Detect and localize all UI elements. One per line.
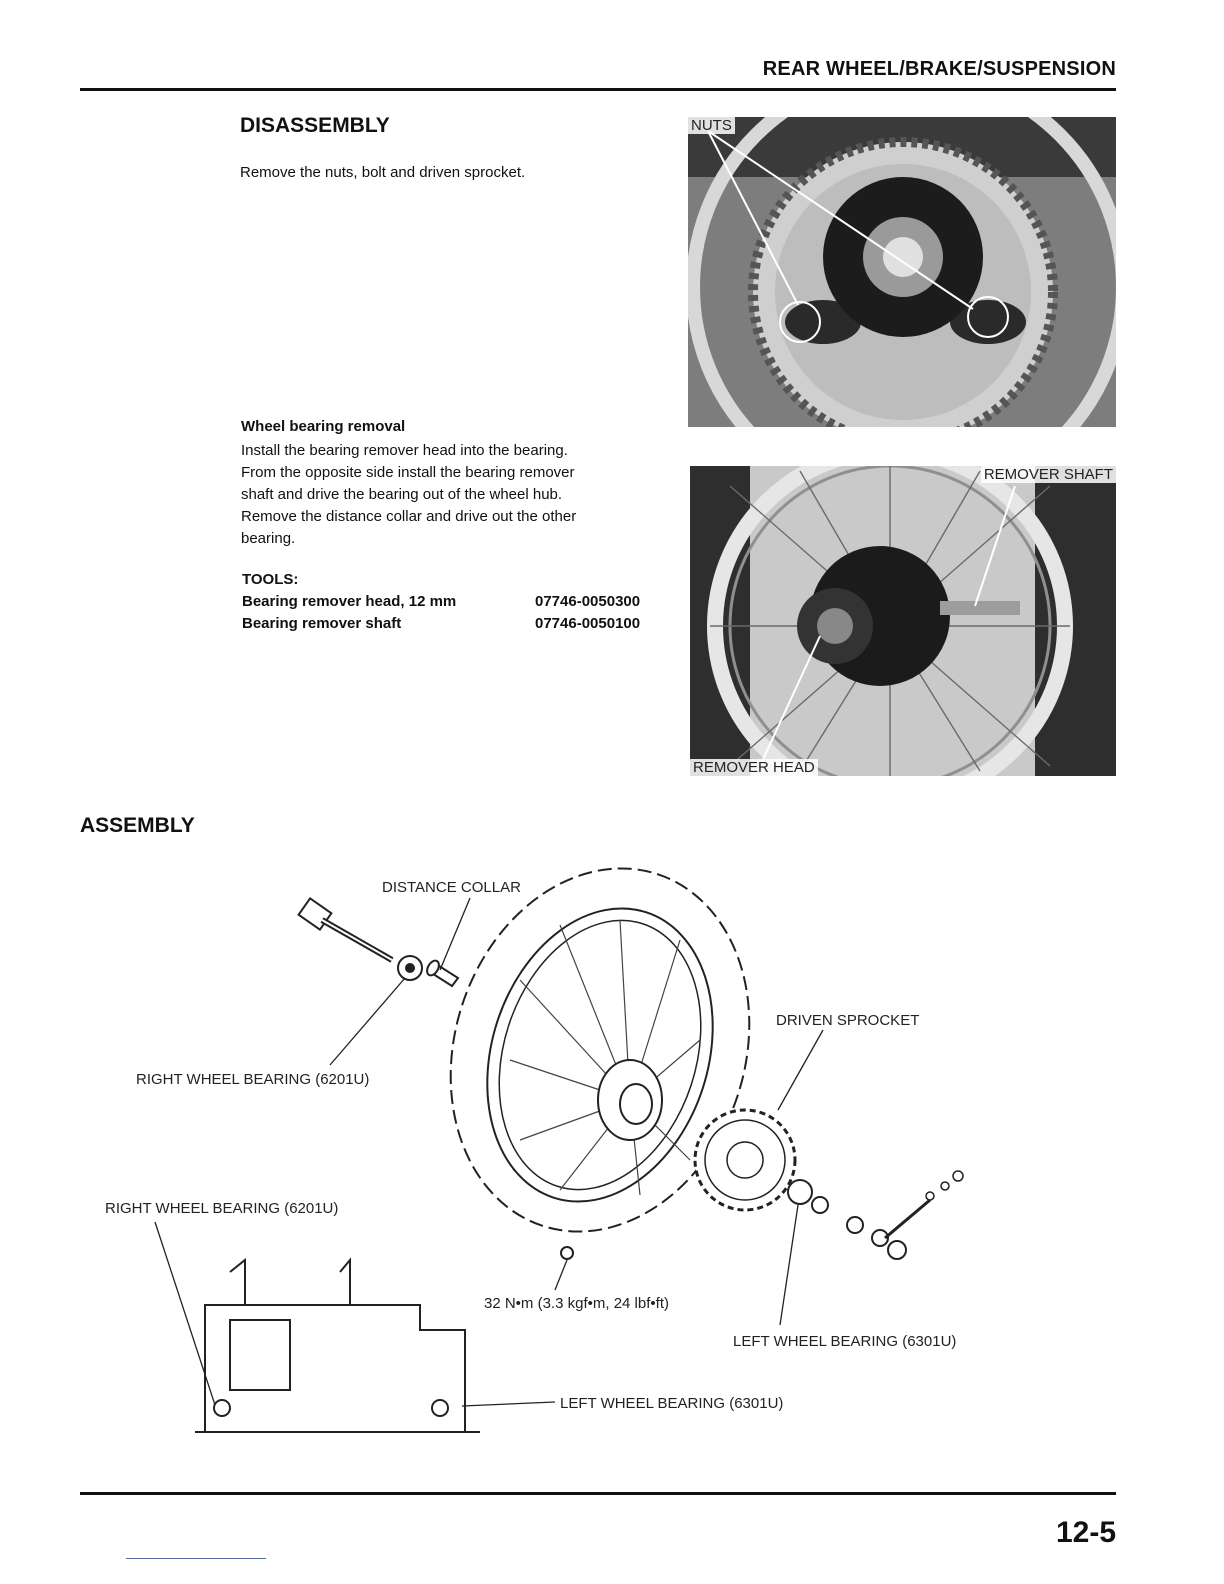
- header-rule: [80, 88, 1116, 91]
- right-wheel-bearing-section-callout: RIGHT WHEEL BEARING (6201U): [105, 1200, 339, 1217]
- bearing-removal-text: [241, 440, 681, 550]
- driven-sprocket-callout: DRIVEN SPROCKET: [776, 1012, 920, 1029]
- remover-photo-drawing: [690, 466, 1116, 776]
- remover-shaft-label: REMOVER SHAFT: [981, 466, 1116, 483]
- remover-head-label: REMOVER HEAD: [690, 759, 818, 776]
- bearing-removal-line: Install the bearing remover head into the bearing.: [241, 442, 568, 459]
- right-wheel-bearing-callout: RIGHT WHEEL BEARING (6201U): [136, 1071, 370, 1088]
- tools-heading: TOOLS:: [242, 571, 299, 588]
- tool-part-number: 07746-0050300: [535, 593, 641, 610]
- bearing-removal-line: shaft and drive the bearing out of the wheel hub.: [241, 486, 563, 503]
- tool-name: Bearing remover head, 12 mm: [242, 593, 457, 610]
- section-title: REAR WHEEL/BRAKE/SUSPENSION: [762, 58, 1116, 80]
- left-wheel-bearing-callout: LEFT WHEEL BEARING (6301U): [733, 1333, 957, 1350]
- disassembly-heading: DISASSEMBLY: [240, 114, 390, 137]
- sprocket-nuts-photo: [688, 117, 1116, 427]
- bearing-removal-line: From the opposite side install the bearing remover: [241, 464, 575, 481]
- tool-part-number: 07746-0050100: [535, 615, 641, 632]
- tool-name: Bearing remover shaft: [242, 615, 402, 632]
- disassembly-instruction: Remove the nuts, bolt and driven sprocket.: [240, 164, 526, 181]
- left-wheel-bearing-section-callout: LEFT WHEEL BEARING (6301U): [560, 1395, 784, 1412]
- bearing-removal-line: bearing.: [241, 530, 296, 547]
- torque-spec-callout: 32 N•m (3.3 kgf•m, 24 lbf•ft): [484, 1295, 669, 1312]
- footer-link-underline: [126, 1558, 266, 1559]
- footer-rule: [80, 1492, 1116, 1495]
- distance-collar-callout: DISTANCE COLLAR: [382, 879, 521, 896]
- page-number: 12-5: [1055, 1516, 1116, 1549]
- bearing-removal-line: Remove the distance collar and drive out the other: [241, 508, 577, 525]
- sprocket-photo-drawing: [688, 117, 1116, 427]
- bearing-remover-photo: [690, 466, 1116, 776]
- assembly-diagram: [0, 860, 1224, 1480]
- assembly-heading: ASSEMBLY: [80, 814, 195, 837]
- bearing-removal-title: Wheel bearing removal: [241, 418, 406, 435]
- nuts-label: NUTS: [688, 117, 735, 134]
